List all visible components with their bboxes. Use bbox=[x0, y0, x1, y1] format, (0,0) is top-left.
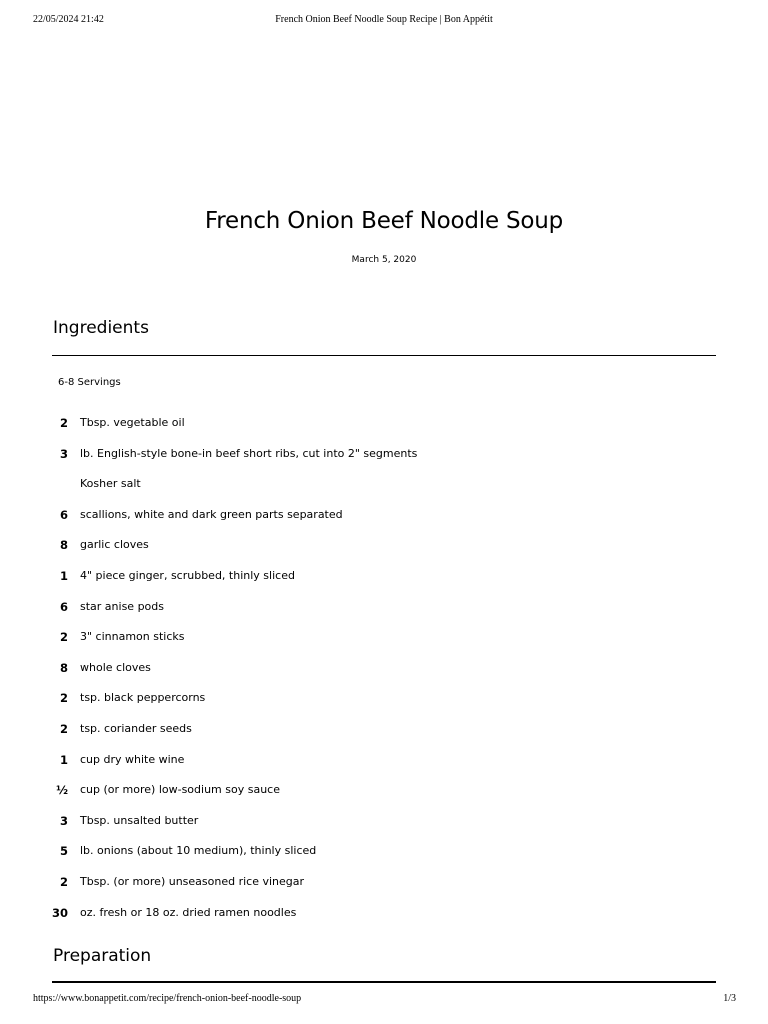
ingredient-quantity: 5 bbox=[59, 844, 68, 859]
ingredient-item bbox=[0, 591, 768, 622]
print-footer bbox=[0, 993, 768, 1007]
ingredient-description: 3" cinnamon sticks bbox=[80, 630, 185, 644]
ingredients-heading: Ingredients bbox=[53, 318, 149, 338]
ingredient-description: tsp. coriander seeds bbox=[80, 721, 192, 735]
ingredient-item bbox=[0, 652, 768, 683]
ingredient-description: lb. English-style bone-in beef short ribs, cut into 2" segments bbox=[80, 446, 418, 460]
ingredient-item bbox=[0, 682, 768, 713]
ingredient-description: star anise pods bbox=[80, 599, 164, 613]
ingredient-quantity: 2 bbox=[59, 416, 68, 430]
ingredient-description: oz. fresh or 18 oz. dried ramen noodles bbox=[80, 905, 297, 919]
ingredient-item bbox=[0, 621, 768, 652]
ingredient-item bbox=[0, 407, 768, 438]
ingredient-item bbox=[0, 805, 768, 836]
ingredient-quantity: 2 bbox=[59, 691, 68, 706]
print-datetime: 22/05/2024 21:42 bbox=[33, 14, 104, 25]
print-header bbox=[0, 14, 768, 28]
ingredient-item bbox=[0, 499, 768, 530]
ingredient-item bbox=[0, 438, 768, 469]
ingredient-quantity: 6 bbox=[59, 599, 68, 614]
ingredient-quantity: 30 bbox=[51, 905, 68, 920]
ingredient-description: cup dry white wine bbox=[80, 752, 185, 766]
ingredient-quantity: ½ bbox=[56, 783, 68, 798]
ingredient-quantity: 2 bbox=[59, 630, 68, 645]
ingredient-description: Tbsp. (or more) unseasoned rice vinegar bbox=[80, 874, 305, 888]
print-url[interactable]: https://www.bonappetit.com/recipe/french-onion-beef-noodle-soup bbox=[33, 993, 302, 1004]
ingredient-item bbox=[0, 713, 768, 744]
ingredient-description: lb. onions (about 10 medium), thinly sliced bbox=[80, 844, 317, 858]
ingredient-item bbox=[0, 529, 768, 560]
ingredient-description: Tbsp. unsalted butter bbox=[80, 813, 199, 827]
preparation-heading: Preparation bbox=[53, 946, 152, 966]
ingredient-list bbox=[0, 407, 768, 927]
ingredient-quantity: 2 bbox=[59, 874, 68, 889]
ingredient-item bbox=[0, 835, 768, 866]
ingredient-item bbox=[0, 560, 768, 591]
print-page-title: French Onion Beef Noodle Soup Recipe | Bon Appétit bbox=[275, 14, 493, 25]
ingredient-quantity: 8 bbox=[59, 660, 68, 675]
ingredient-quantity: 3 bbox=[59, 813, 68, 828]
ingredient-item bbox=[0, 774, 768, 805]
ingredient-description: whole cloves bbox=[80, 660, 151, 674]
ingredient-quantity: 2 bbox=[59, 721, 68, 736]
recipe-date: March 5, 2020 bbox=[351, 255, 417, 265]
preparation-divider bbox=[52, 981, 716, 983]
ingredient-quantity: 8 bbox=[59, 538, 68, 553]
ingredient-description: 4" piece ginger, scrubbed, thinly sliced bbox=[80, 568, 295, 582]
ingredient-description: Tbsp. vegetable oil bbox=[80, 416, 185, 429]
servings-label: 6-8 Servings bbox=[58, 377, 121, 388]
ingredient-quantity: 6 bbox=[59, 507, 68, 522]
ingredient-description: garlic cloves bbox=[80, 538, 149, 552]
ingredient-quantity: 1 bbox=[59, 752, 68, 767]
ingredient-quantity: 3 bbox=[59, 446, 68, 461]
ingredient-item bbox=[0, 866, 768, 897]
ingredient-item bbox=[0, 897, 768, 928]
ingredient-description: scallions, white and dark green parts separated bbox=[80, 507, 343, 521]
ingredients-divider bbox=[52, 355, 716, 356]
ingredient-description: Kosher salt bbox=[80, 477, 141, 491]
ingredient-quantity: 1 bbox=[59, 568, 68, 583]
ingredient-description: cup (or more) low-sodium soy sauce bbox=[80, 783, 280, 797]
print-page-number: 1/3 bbox=[723, 993, 736, 1004]
ingredient-item bbox=[0, 744, 768, 775]
recipe-title: French Onion Beef Noodle Soup bbox=[204, 208, 564, 234]
ingredient-item bbox=[0, 468, 768, 499]
ingredient-description: tsp. black peppercorns bbox=[80, 691, 206, 705]
